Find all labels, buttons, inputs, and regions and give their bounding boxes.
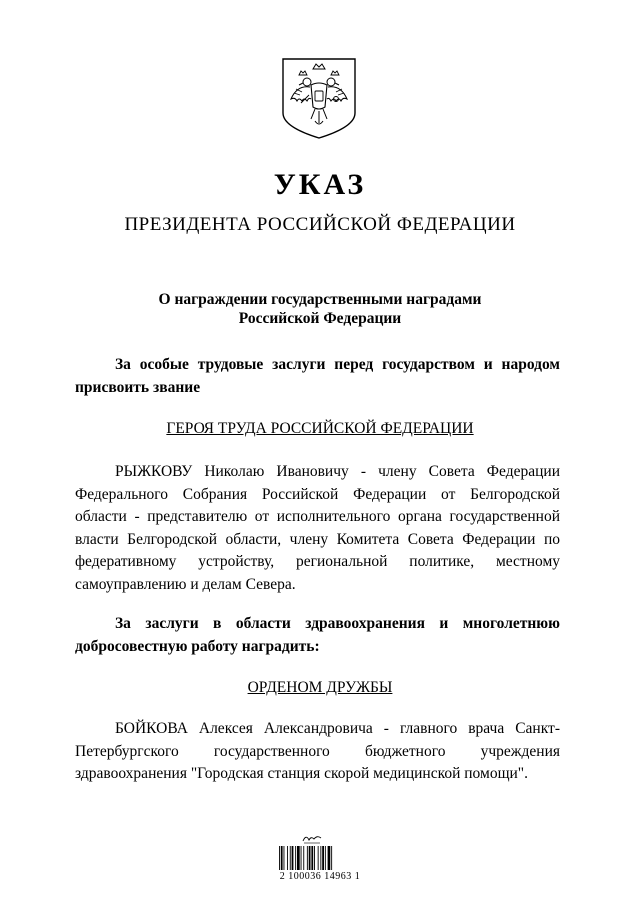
decree-subtitle: ПРЕЗИДЕНТА РОССИЙСКОЙ ФЕДЕРАЦИИ	[124, 214, 516, 235]
decree-title: УКАЗ	[273, 168, 367, 201]
section-2-award-label: ОРДЕНОМ ДРУЖБЫ	[247, 679, 393, 696]
section-1-award-label: ГЕРОЯ ТРУДА РОССИЙСКОЙ ФЕДЕРАЦИИ	[166, 420, 474, 437]
initials-mark-icon	[301, 832, 323, 844]
document-heading	[80, 290, 560, 328]
section-2-intro: За заслуги в области здравоохранения и многолетнюю добросовестную работу наградить:	[75, 615, 560, 655]
section-2-award	[0, 678, 640, 698]
coat-of-arms-icon	[279, 55, 359, 140]
section-1-recipient: РЫЖКОВУ Николаю Ивановичу - члену Совета Федерации Федерального Собрания Российской Федерации от Белгородской области - представителю от исполнительного органа государственной власти Белгородской области, члену Комитета Совета Федерации по федеративному устройству, региональной политике, местному самоуправлению и делам Севера.	[75, 463, 560, 593]
section-1-award	[0, 419, 640, 439]
barcode-icon	[278, 846, 358, 870]
section-1-intro: За особые трудовые заслуги перед государством и народом присвоить звание	[75, 356, 560, 396]
section-2-recipient: БОЙКОВА Алексея Александровича - главного врача Санкт-Петербургского государственного бюджетного учреждения здравоохранения "Городская станция скорой медицинской помощи".	[75, 720, 560, 783]
barcode-number: 2 100036 14963 1	[279, 871, 361, 882]
document-heading-line-2: Российской Федерации	[238, 310, 402, 327]
document-heading-line-1: О награждении государственными наградами	[158, 291, 482, 308]
